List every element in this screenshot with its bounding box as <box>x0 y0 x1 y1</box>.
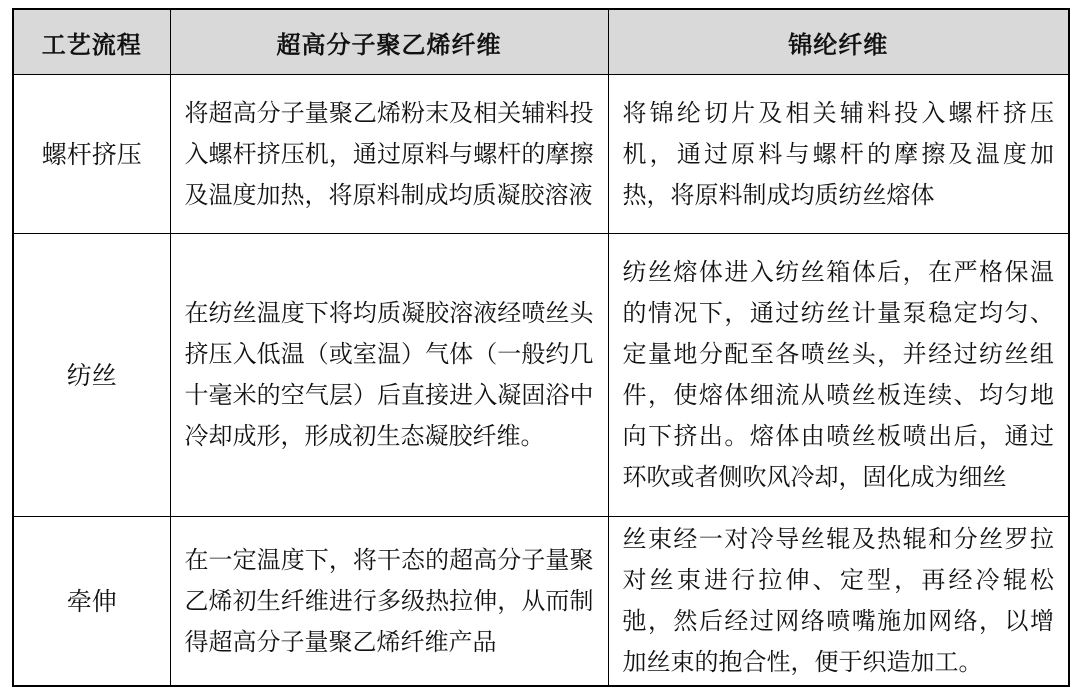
header-uhmwpe-fiber: 超高分子聚乙烯纤维 <box>170 9 608 75</box>
process-comparison-table <box>12 8 1070 687</box>
uhmwpe-description-cell: 在一定温度下，将干态的超高分子量聚乙烯初生纤维进行多级热拉伸，从而制得超高分子量聚乙烯纤维产品 <box>170 517 608 687</box>
header-nylon-fiber: 锦纶纤维 <box>608 9 1069 75</box>
header-row <box>13 9 1069 75</box>
uhmwpe-description-cell: 将超高分子量聚乙烯粉末及相关辅料投入螺杆挤压机，通过原料与螺杆的摩擦及温度加热，将原料制成均质凝胶溶液 <box>170 75 608 234</box>
comparison-table-container <box>12 8 1068 684</box>
table-row <box>13 517 1069 687</box>
process-name-cell: 纺丝 <box>13 234 170 517</box>
process-name-cell: 牵伸 <box>13 517 170 687</box>
table-row <box>13 234 1069 517</box>
nylon-description-cell: 将锦纶切片及相关辅料投入螺杆挤压机，通过原料与螺杆的摩擦及温度加热，将原料制成均质纺丝熔体 <box>608 75 1069 234</box>
process-name-cell: 螺杆挤压 <box>13 75 170 234</box>
uhmwpe-description-cell: 在纺丝温度下将均质凝胶溶液经喷丝头挤压入低温（或室温）气体（一般约几十毫米的空气层）后直接进入凝固浴中冷却成形，形成初生态凝胶纤维。 <box>170 234 608 517</box>
table-row <box>13 75 1069 234</box>
nylon-description-cell: 丝束经一对冷导丝辊及热辊和分丝罗拉对丝束进行拉伸、定型，再经冷辊松弛，然后经过网络喷嘴施加网络，以增加丝束的抱合性，便于织造加工。 <box>608 517 1069 687</box>
header-process: 工艺流程 <box>13 9 170 75</box>
nylon-description-cell: 纺丝熔体进入纺丝箱体后，在严格保温的情况下，通过纺丝计量泵稳定均匀、定量地分配至各喷丝头，并经过纺丝组件，使熔体细流从喷丝板连续、均匀地向下挤出。熔体由喷丝板喷出后，通过环吹或者侧吹风冷却，固化成为细丝 <box>608 234 1069 517</box>
